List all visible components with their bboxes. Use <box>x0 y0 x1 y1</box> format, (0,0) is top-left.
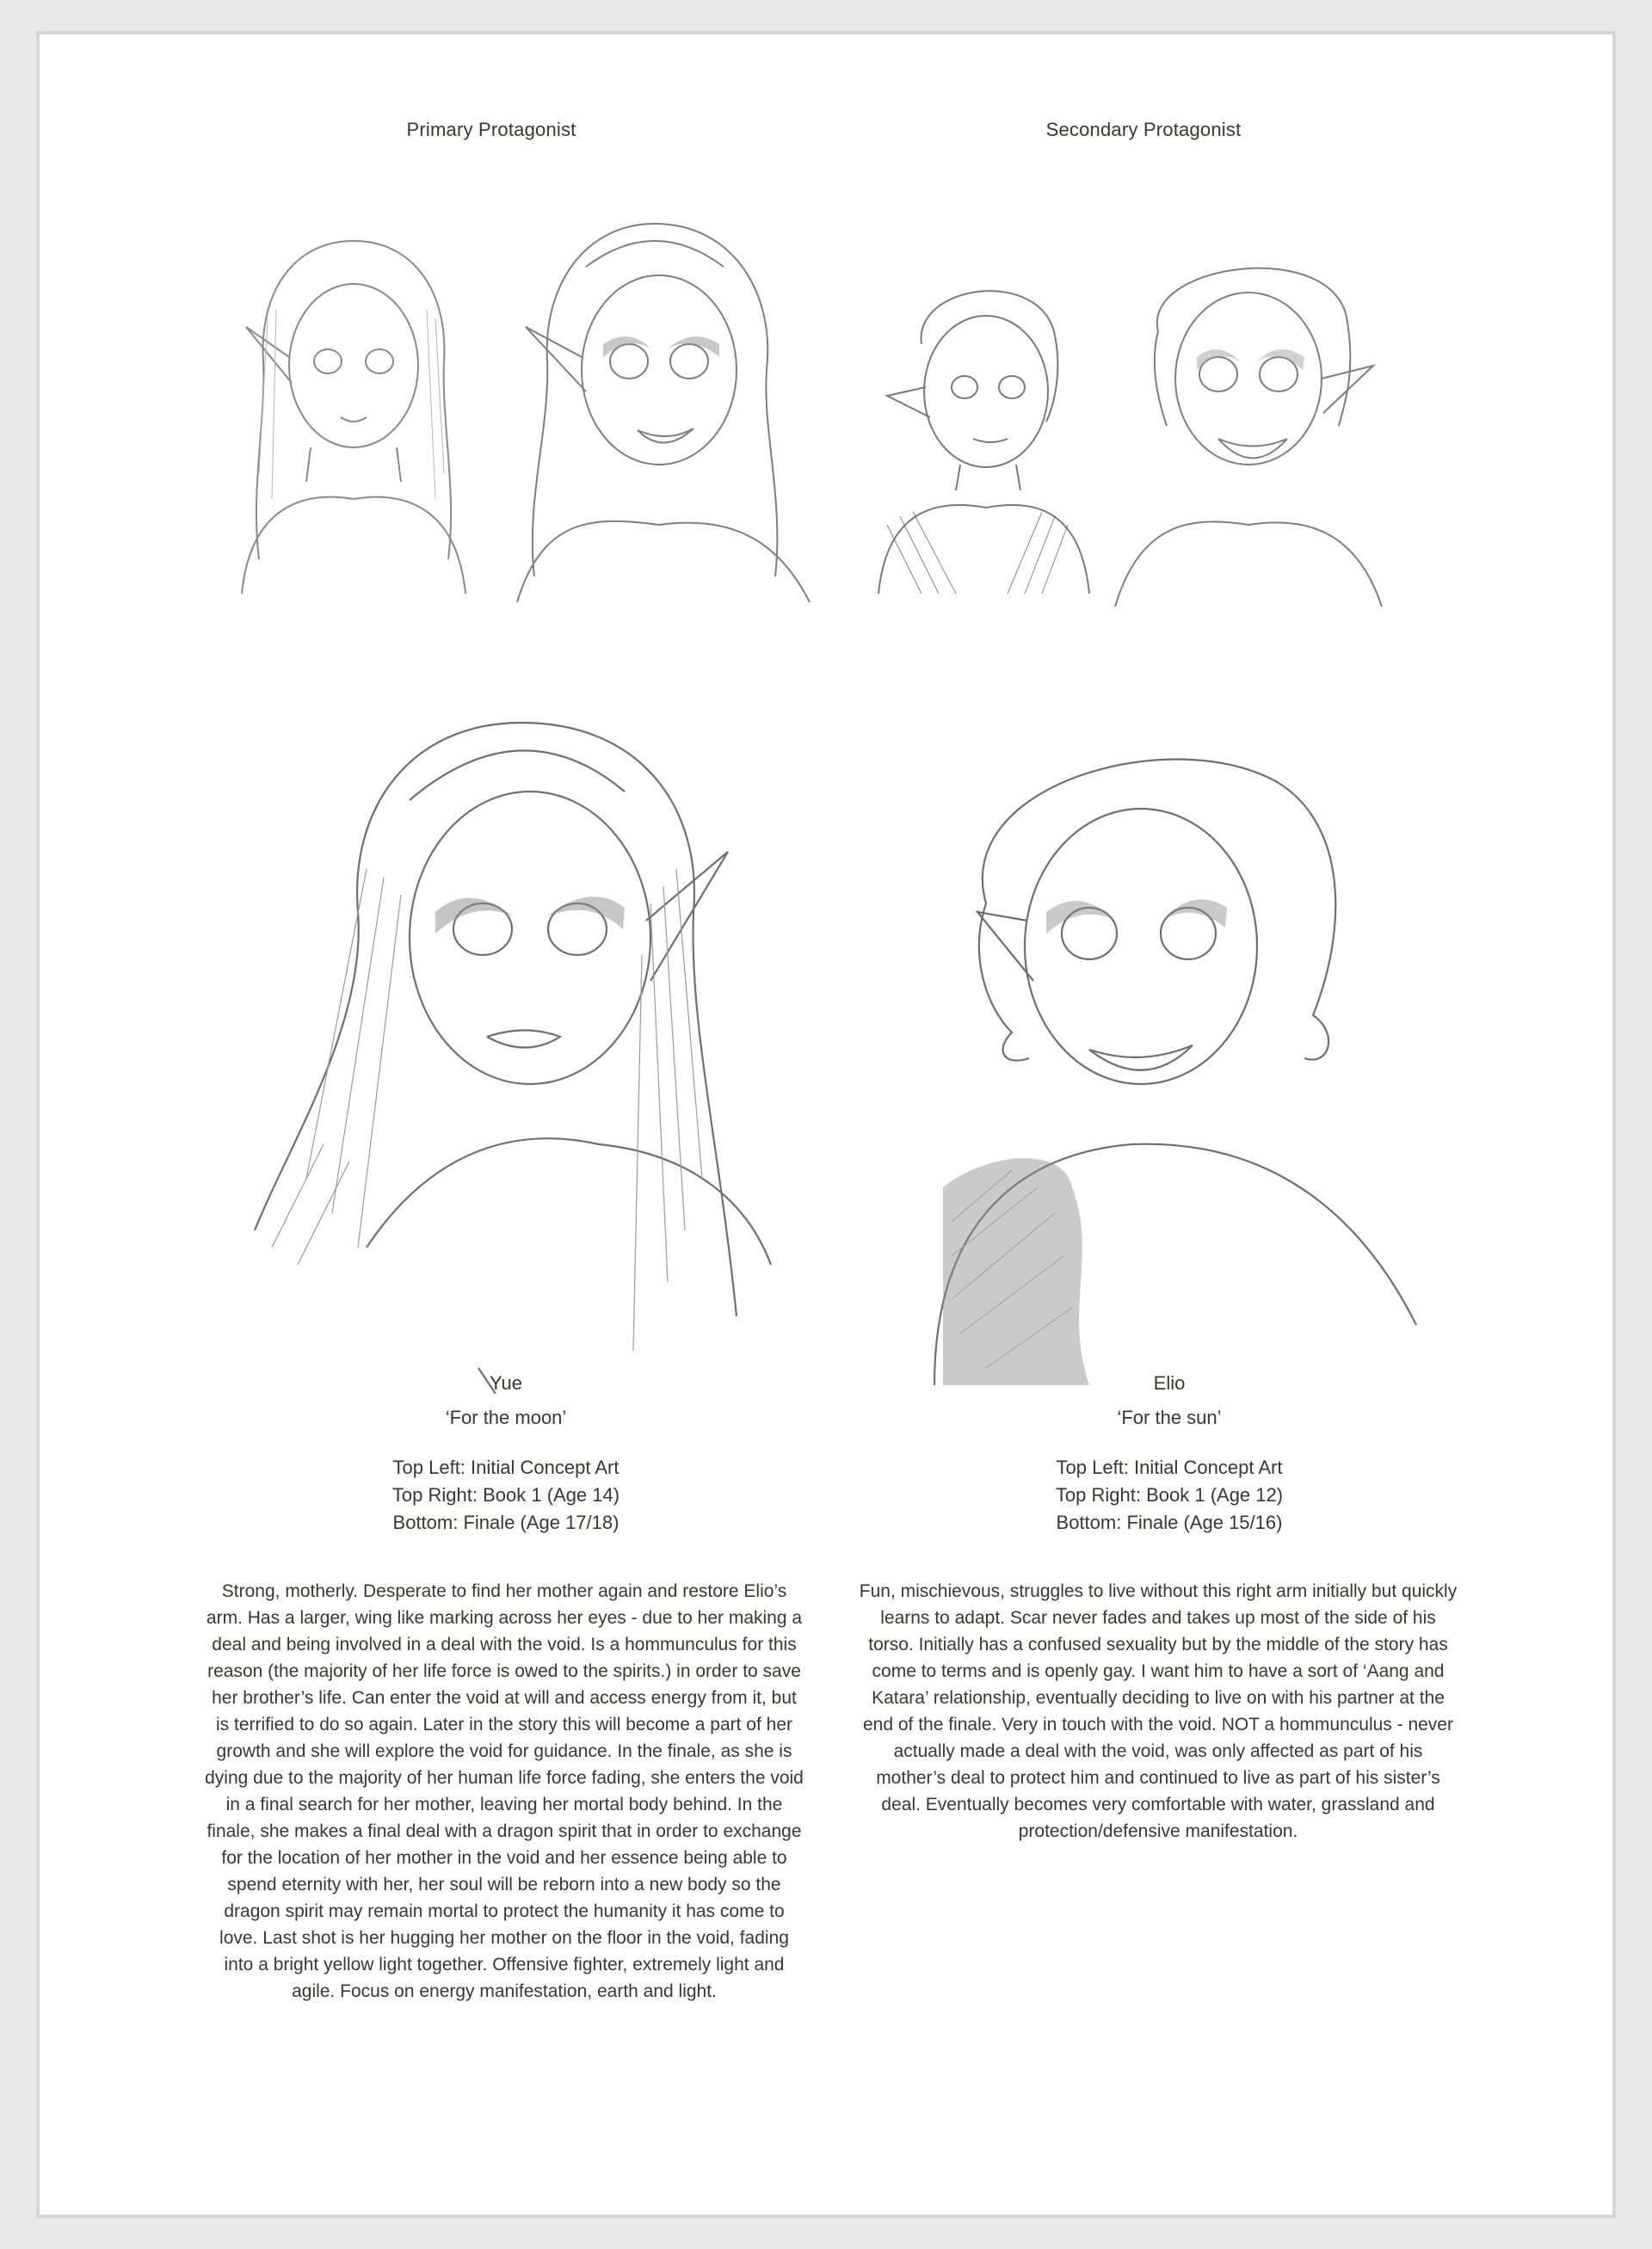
elio-name: Elio <box>1153 1372 1186 1394</box>
elio-note-top-right: Top Right: Book 1 (Age 12) <box>1055 1484 1284 1506</box>
elio-finale-sketch <box>917 706 1433 1385</box>
character-sheet-page <box>36 31 1616 2218</box>
elio-book-1-sketch <box>1098 228 1390 607</box>
yue-note-top-left: Top Left: Initial Concept Art <box>392 1457 620 1478</box>
elio-caption <box>885 1370 1453 1537</box>
elio-note-top-left: Top Left: Initial Concept Art <box>1056 1457 1283 1478</box>
elio-tagline: ‘For the sun’ <box>1117 1407 1222 1428</box>
elio-note-bottom: Bottom: Finale (Age 15/16) <box>1056 1512 1283 1533</box>
elio-description: Fun, mischievous, struggles to live without this right arm initially but quickly learns to adapt. Scar never fades and takes up most of the side of his torso. Initially has a confused sexuality but by the middle of the story has come to terms and is openly gay. I want him to have a sort of ‘Aang and Katara’ relationship, eventually deciding to live on with his partner at the end of the finale. Very in touch with the void. NOT a hommunculus - never actually made a deal with the void, was only affected as part of his mother’s deal to protect him and continued to live as part of his sister’s deal. Eventually becomes very comfortable with water, grassland and protection/defensive manifestation. <box>859 1581 1458 1841</box>
yue-finale-sketch <box>237 697 823 1394</box>
secondary-protagonist-heading: Secondary Protagonist <box>1045 119 1242 140</box>
yue-book-1-sketch <box>491 206 818 602</box>
yue-name: Yue <box>490 1372 522 1394</box>
yue-tagline: ‘For the moon’ <box>445 1407 567 1428</box>
yue-description: Strong, motherly. Desperate to find her mother again and restore Elio’s arm. Has a larger, wing like marking across her eyes - due to her making a deal and being involved in a deal with the void. Is a hommunculus for this reason (the majority of her life force is owed to the spirits.) in order to save her brother’s life. Can enter the void at will and access energy from it, but is terrified to do so again. Later in the story this will become a part of her growth and she will explore the void for guidance. In the finale, as she is dying due to the majority of her human life force fading, she enters the void in a final search for her mother, leaving her mortal body behind. In the finale, she makes a final deal with a dragon spirit that in order to exchange for the location of her mother in the void and her essence being able to spend eternity with her, her soul will be reborn into a new body so the dragon spirit may remain mortal to protect the humanity it has come to love. Last shot is her hugging her mother on the floor in the void, fading into a bright yellow light together. Offensive fighter, extremely light and agile. Focus on energy manifestation, earth and light. <box>205 1581 804 2001</box>
yue-initial-concept-sketch <box>225 215 483 594</box>
primary-protagonist-heading: Primary Protagonist <box>406 119 576 140</box>
yue-caption <box>222 1370 790 1537</box>
yue-note-top-right: Top Right: Book 1 (Age 14) <box>391 1484 620 1506</box>
elio-initial-concept-sketch <box>870 250 1094 594</box>
yue-note-bottom: Bottom: Finale (Age 17/18) <box>392 1512 620 1533</box>
